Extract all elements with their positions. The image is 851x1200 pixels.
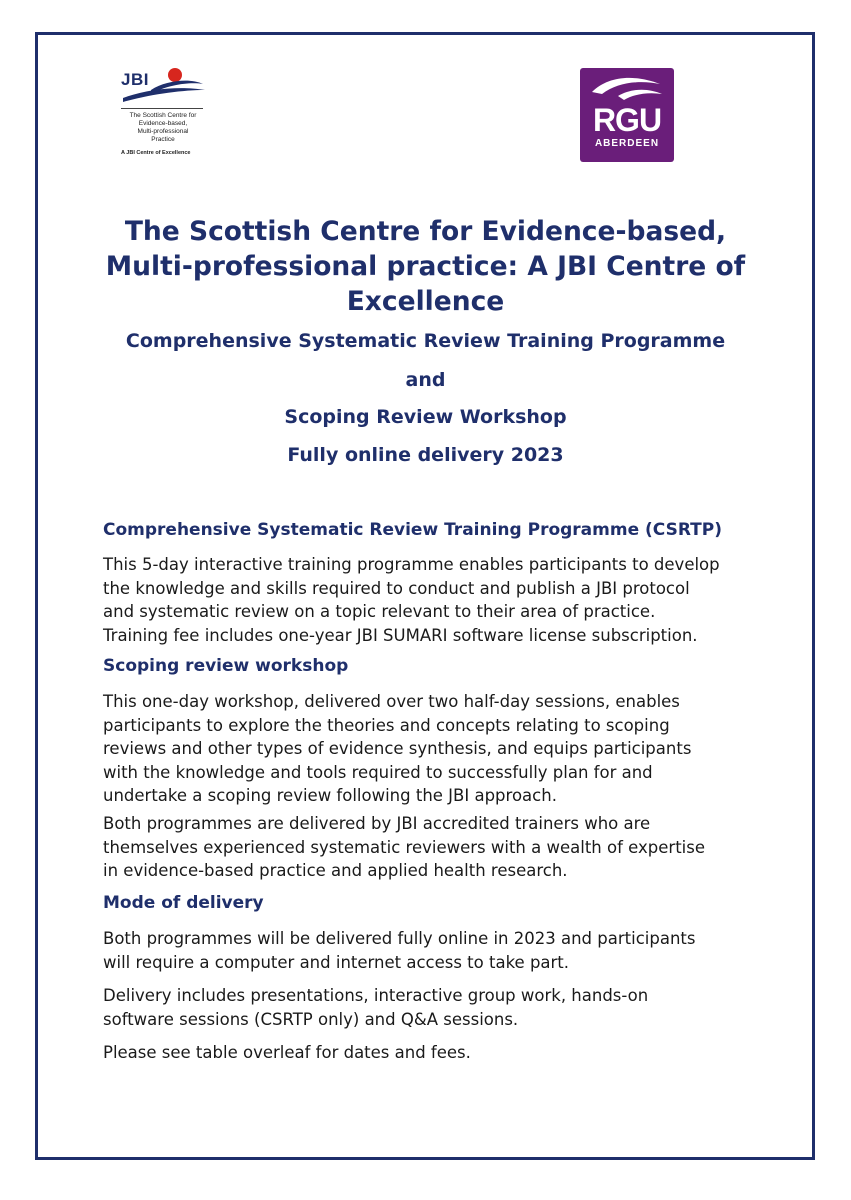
delivery-description <box>103 927 763 974</box>
page-title <box>60 214 791 319</box>
jbi-wordmark: JBI <box>121 70 149 89</box>
jbi-subtitle-line: Evidence-based, <box>138 120 188 127</box>
rgu-wordmark: RGU <box>592 102 662 138</box>
title-line: Excellence <box>346 286 505 317</box>
paragraph-line: participants to explore the theories and concepts relating to scoping <box>103 715 670 735</box>
paragraph-line: Delivery includes presentations, interactive group work, hands-on <box>103 986 649 1005</box>
paragraph-line: reviews and other types of evidence synthesis, and equips participants <box>103 739 692 758</box>
jbi-subtitle <box>121 112 205 144</box>
delivery-details <box>103 984 763 1031</box>
scoping-description <box>103 690 763 808</box>
csrtp-description <box>103 553 763 647</box>
subtitle-and: and <box>405 369 446 391</box>
jbi-divider <box>121 108 203 109</box>
subtitle-programme: Comprehensive Systematic Review Training Programme <box>125 330 726 352</box>
paragraph-line: in evidence-based practice and applied health research. <box>103 861 568 880</box>
paragraph-line: Both programmes will be delivered fully online in 2023 and participants <box>103 929 696 948</box>
paragraph-line: will require a computer and internet access to take part. <box>103 952 570 972</box>
rgu-city: ABERDEEN <box>594 138 660 149</box>
title-line: Multi-professional practice: A JBI Centre of <box>105 251 746 282</box>
rgu-wave-icon <box>588 74 666 100</box>
delivery-heading: Mode of delivery <box>103 893 264 913</box>
closing-note: Please see table overleaf for dates and fees. <box>103 1043 471 1062</box>
paragraph-line: Both programmes are delivered by JBI accredited trainers who are <box>103 814 651 833</box>
paragraph-line: Training fee includes one-year JBI SUMARI software license subscription. <box>103 625 698 645</box>
jbi-subtitle-line: Practice <box>151 136 175 143</box>
paragraph-line: and systematic review on a topic relevant to their area of practice. <box>103 602 656 621</box>
subtitle-workshop: Scoping Review Workshop <box>284 406 567 428</box>
title-line: The Scottish Centre for Evidence-based, <box>124 216 727 247</box>
subtitle-delivery-year: Fully online delivery 2023 <box>287 444 564 466</box>
paragraph-line: software sessions (CSRTP only) and Q&A sessions. <box>103 1009 519 1029</box>
scoping-heading: Scoping review workshop <box>103 656 349 676</box>
paragraph-line: This 5-day interactive training programme enables participants to develop <box>103 555 720 574</box>
csrtp-heading: Comprehensive Systematic Review Training Programme (CSRTP) <box>103 520 722 540</box>
paragraph-line: the knowledge and skills required to conduct and publish a JBI protocol <box>103 578 690 598</box>
rgu-logo <box>580 68 674 162</box>
paragraph-line: themselves experienced systematic reviewers with a wealth of expertise <box>103 837 705 857</box>
jbi-subtitle-line: The Scottish Centre for <box>129 112 197 119</box>
trainers-description <box>103 812 763 883</box>
paragraph-line: This one-day workshop, delivered over two half-day sessions, enables <box>103 692 680 711</box>
jbi-subtitle-line: Multi-professional <box>137 128 189 135</box>
paragraph-line: with the knowledge and tools required to successfully plan for and <box>103 762 653 782</box>
jbi-tagline: A JBI Centre of Excellence <box>121 150 191 156</box>
jbi-logo <box>121 62 211 162</box>
paragraph-line: undertake a scoping review following the JBI approach. <box>103 786 557 805</box>
